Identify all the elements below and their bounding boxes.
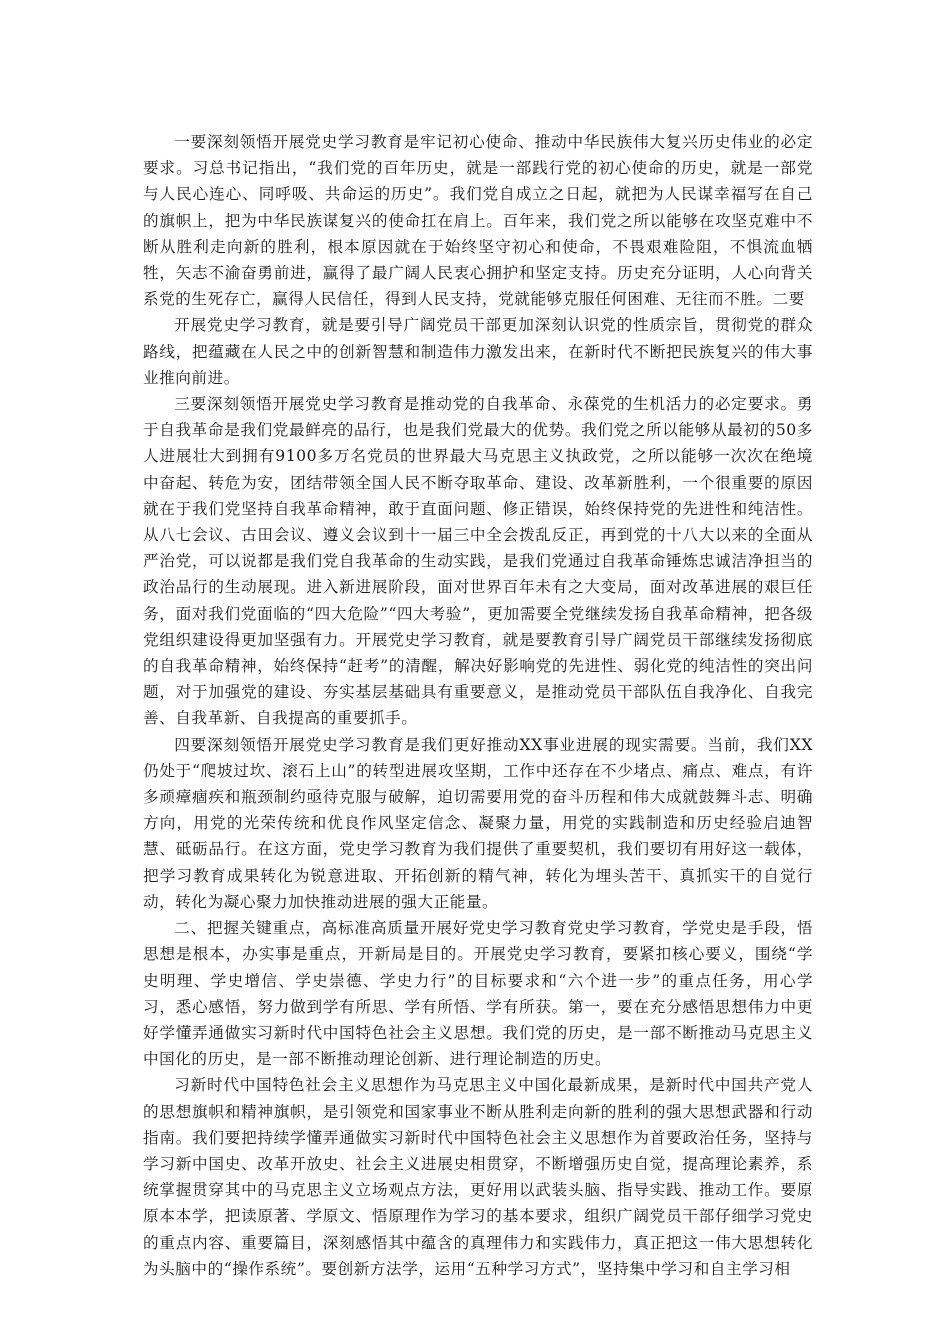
paragraph-3: 三要深刻领悟开展党史学习教育是推动党的自我革命、永葆党的生机活力的必定要求。勇于自我革命是我们党最鲜亮的品行，也是我们党最大的优势。我们党之所以能够从最初的50多人进展壮大到拥有9100多万名党员的世界最大马克思主义执政党，之所以能够一次次在绝境中奋起、转危为安，团结带领全国人民不断夺取革命、建设、改革新胜利，一个很重要的原因就在于我们党坚持自我革命精神，敢于直面问题、修正错误，始终保持党的先进性和纯洁性。从八七会议、古田会议、遵义会议到十一届三中全会拨乱反正，再到党的十八大以来的全面从严治党，可以说都是我们党自我革命的生动实践，是我们党通过自我革命锤炼忠诚洁净担当的政治品行的生动展现。进入新进展阶段，面对世界百年未有之大变局，面对改革进展的艰巨任务，面对我们党面临的“四大危险”“四大考验”，更加需要全党继续发扬自我革命精神，把各级党组织建设得更加坚强有力。开展党史学习教育，就是要教育引导广阔党员干部继续发扬彻底的自我革命精神，始终保持“赶考”的清醒，解决好影响党的先进性、弱化党的纯洁性的突出问题，对于加强党的建设、夯实基层基础具有重要意义，是推动党员干部队伍自我净化、自我完善、自我革新、自我提高的重要抓手。 bbox=[143, 395, 813, 728]
paragraph-4: 四要深刻领悟开展党史学习教育是我们更好推动XX事业进展的现实需要。当前，我们XX仍处于“爬坡过坎、滚石上山”的转型进展攻坚期，工作中还存在不少堵点、痛点、难点，有许多顽瘴痼疾和瓶颈制约亟待克服与破解，迫切需要用党的奋斗历程和伟大成就鼓舞斗志、明确方向，用党的光荣传统和优良作风坚定信念、凝聚力量，用党的实践制造和历史经验启迪智慧、砥砺品行。在这方面，党史学习教育为我们提供了重要契机，我们要切有用好这一载体，把学习教育成果转化为锐意进取、开拓创新的精气神，转化为埋头苦干、真抓实干的自觉行动，转化为凝心聚力加快推动进展的强大正能量。 bbox=[143, 735, 813, 911]
paragraph-2: 开展党史学习教育，就是要引导广阔党员干部更加深刻认识党的性质宗旨，贯彻党的群众路线，把蕴藏在人民之中的创新智慧和制造伟力激发出来，在新时代不断把民族复兴的伟大事业推向前进。 bbox=[143, 316, 813, 387]
paragraph-6: 习新时代中国特色社会主义思想作为马克思主义中国化最新成果，是新时代中国共产党人的思想旗帜和精神旗帜，是引领党和国家事业不断从胜利走向新的胜利的强大思想武器和行动指南。我们要把持续学懂弄通做实习新时代中国特色社会主义思想作为首要政治任务，坚持与学习新中国史、改革开放史、社会主义进展史相贯穿，不断增强历史自觉，提高理论素养，系统掌握贯穿其中的马克思主义立场观点方法，更好用以武装头脑、指导实践、推动工作。要原原本本学，把读原著、学原文、悟原理作为学习的基本要求，组织广阔党员干部仔细学习党史的重点内容、重要篇目，深刻感悟其中蕴含的真理伟力和实践伟力，真正把这一伟大思想转化为头脑中的“操作系统”。要创新方法学，运用“五种学习方式”，坚持集中学习和自主学习相 bbox=[143, 1076, 813, 1278]
document-page bbox=[143, 129, 813, 1282]
paragraph-1: 一要深刻领悟开展党史学习教育是牢记初心使命、推动中华民族伟大复兴历史伟业的必定要求。习总书记指出，“我们党的百年历史，就是一部践行党的初心使命的历史，就是一部党与人民心连心、同呼吸、共命运的历史”。我们党自成立之日起，就把为人民谋幸福写在自己的旗帜上，把为中华民族谋复兴的使命扛在肩上。百年来，我们党之所以能够在攻坚克难中不断从胜利走向新的胜利，根本原因就在于始终坚守初心和使命，不畏艰难险阻，不惧流血牺牲，矢志不渝奋勇前进，赢得了最广阔人民衷心拥护和坚定支持。历史充分证明，人心向背关系党的生死存亡，赢得人民信任，得到人民支持，党就能够克服任何困难、无往而不胜。二要 bbox=[143, 133, 813, 309]
paragraph-5: 二、把握关键重点，高标准高质量开展好党史学习教育党史学习教育，学党史是手段，悟思想是根本，办实事是重点，开新局是目的。开展党史学习教育，要紧扣核心要义，围绕“学史明理、学史增信、学史崇德、学史力行”的目标要求和“六个进一步”的重点任务，用心学习，悉心感悟，努力做到学有所思、学有所悟、学有所获。第一，要在充分感悟思想伟力中更好学懂弄通做实习新时代中国特色社会主义思想。我们党的历史，是一部不断推动马克思主义中国化的历史，是一部不断推动理论创新、进行理论制造的历史。 bbox=[143, 919, 813, 1069]
